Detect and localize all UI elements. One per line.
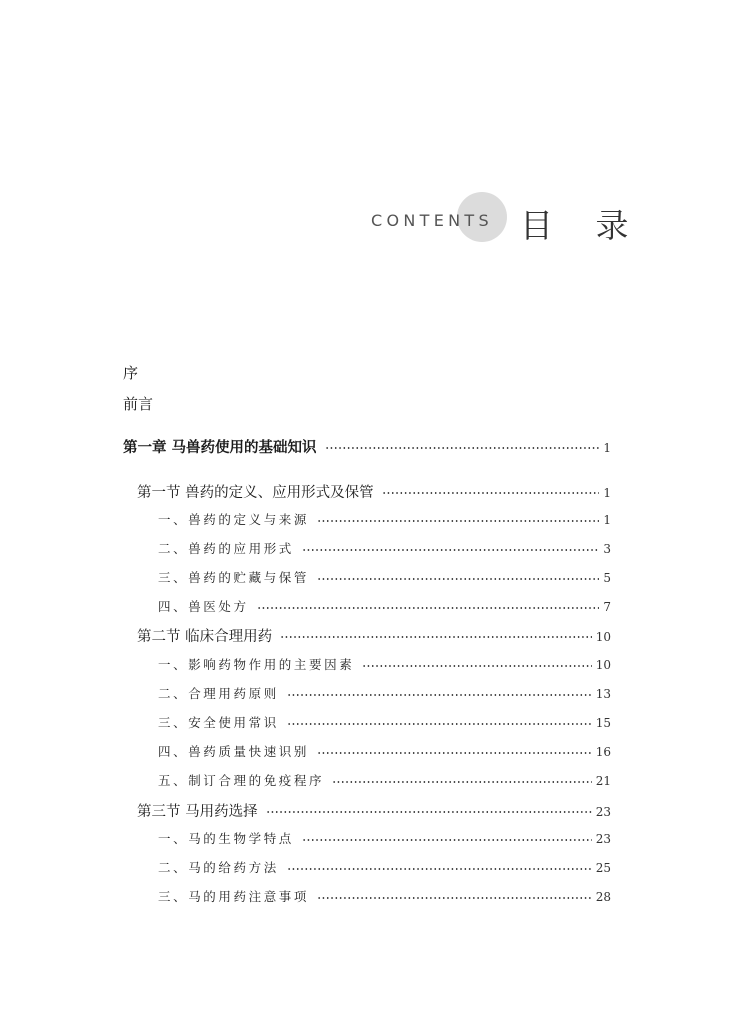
dot-leader: [317, 897, 592, 899]
toc-entry-page: 23: [595, 805, 611, 819]
toc-entry-item[interactable]: [158, 655, 611, 673]
toc-entry-title: 五、制订合理的免疫程序: [158, 773, 325, 788]
toc-entry-title: 四、兽医处方: [158, 599, 249, 614]
dot-leader: [302, 839, 592, 841]
dot-leader: [287, 723, 592, 725]
toc-entry-section-3[interactable]: [137, 800, 611, 821]
dot-leader: [317, 520, 599, 522]
toc-entry-title: 一、兽药的定义与来源: [158, 512, 310, 527]
contents-heading-chinese: 目 录: [520, 206, 645, 245]
toc-entry-page: 5: [603, 571, 611, 585]
toc-entry-title: 二、兽药的应用形式: [158, 541, 294, 556]
dot-leader: [302, 549, 599, 551]
toc-entry-section-1[interactable]: [137, 481, 611, 502]
toc-entry-page: 1: [603, 513, 611, 527]
dot-leader: [257, 607, 599, 609]
toc-entry-item[interactable]: [158, 713, 611, 731]
toc-entry-page: 21: [595, 774, 611, 788]
dot-leader: [266, 811, 592, 813]
toc-entry-item[interactable]: [158, 742, 611, 760]
dot-leader: [280, 636, 592, 638]
dot-leader: [362, 665, 591, 667]
toc-entry-page: 25: [595, 861, 611, 875]
toc-entry-title: 四、兽药质量快速识别: [158, 744, 310, 759]
toc-entry-title: 一、影响药物作用的主要因素: [158, 657, 355, 672]
dot-leader: [317, 752, 592, 754]
dot-leader: [287, 694, 592, 696]
toc-entry-title: 二、合理用药原则: [158, 686, 279, 701]
toc-entry-item[interactable]: [158, 771, 611, 789]
toc-entry-item[interactable]: [158, 829, 611, 847]
toc-entry-item[interactable]: [158, 887, 611, 905]
toc-entry-title: 第二节 临床合理用药: [137, 629, 273, 645]
toc-preface-xu[interactable]: 序: [123, 364, 139, 382]
toc-entry-page: 16: [595, 745, 611, 759]
toc-entry-title: 三、安全使用常识: [158, 715, 279, 730]
toc-entry-title: 二、马的给药方法: [158, 860, 279, 875]
toc-entry-title: 三、兽药的贮藏与保管: [158, 570, 310, 585]
toc-entry-page: 10: [595, 658, 611, 672]
toc-entry-item[interactable]: [158, 539, 611, 557]
dot-leader: [317, 578, 599, 580]
toc-entry-section-2[interactable]: [137, 625, 611, 646]
toc-entry-title: 三、马的用药注意事项: [158, 889, 310, 904]
toc-entry-page: 15: [595, 716, 611, 730]
contents-heading-latin: CONTENTS: [371, 211, 493, 230]
toc-entry-page: 28: [595, 890, 611, 904]
toc-entry-item[interactable]: [158, 597, 611, 615]
toc-entry-item[interactable]: [158, 568, 611, 586]
toc-entry-title: 第一节 兽药的定义、应用形式及保管: [137, 485, 374, 501]
toc-entry-page: 23: [595, 832, 611, 846]
dot-leader: [325, 447, 599, 449]
toc-entry-page: 1: [603, 486, 611, 500]
toc-entry-title: 第三节 马用药选择: [137, 804, 258, 820]
toc-entry-page: 7: [603, 600, 611, 614]
toc-entry-page: 10: [595, 630, 611, 644]
dot-leader: [287, 868, 592, 870]
toc-entry-page: 1: [603, 441, 611, 455]
toc-entry-item[interactable]: [158, 858, 611, 876]
toc-entry-page: 13: [595, 687, 611, 701]
dot-leader: [332, 781, 592, 783]
toc-entry-page: 3: [603, 542, 611, 556]
toc-entry-title: 第一章 马兽药使用的基础知识: [123, 440, 317, 456]
dot-leader: [382, 492, 599, 494]
toc-entry-item[interactable]: [158, 510, 611, 528]
toc-entry-chapter-1[interactable]: [123, 436, 611, 457]
toc-entry-title: 一、马的生物学特点: [158, 831, 294, 846]
toc-entry-item[interactable]: [158, 684, 611, 702]
toc-foreword[interactable]: 前言: [123, 395, 154, 413]
